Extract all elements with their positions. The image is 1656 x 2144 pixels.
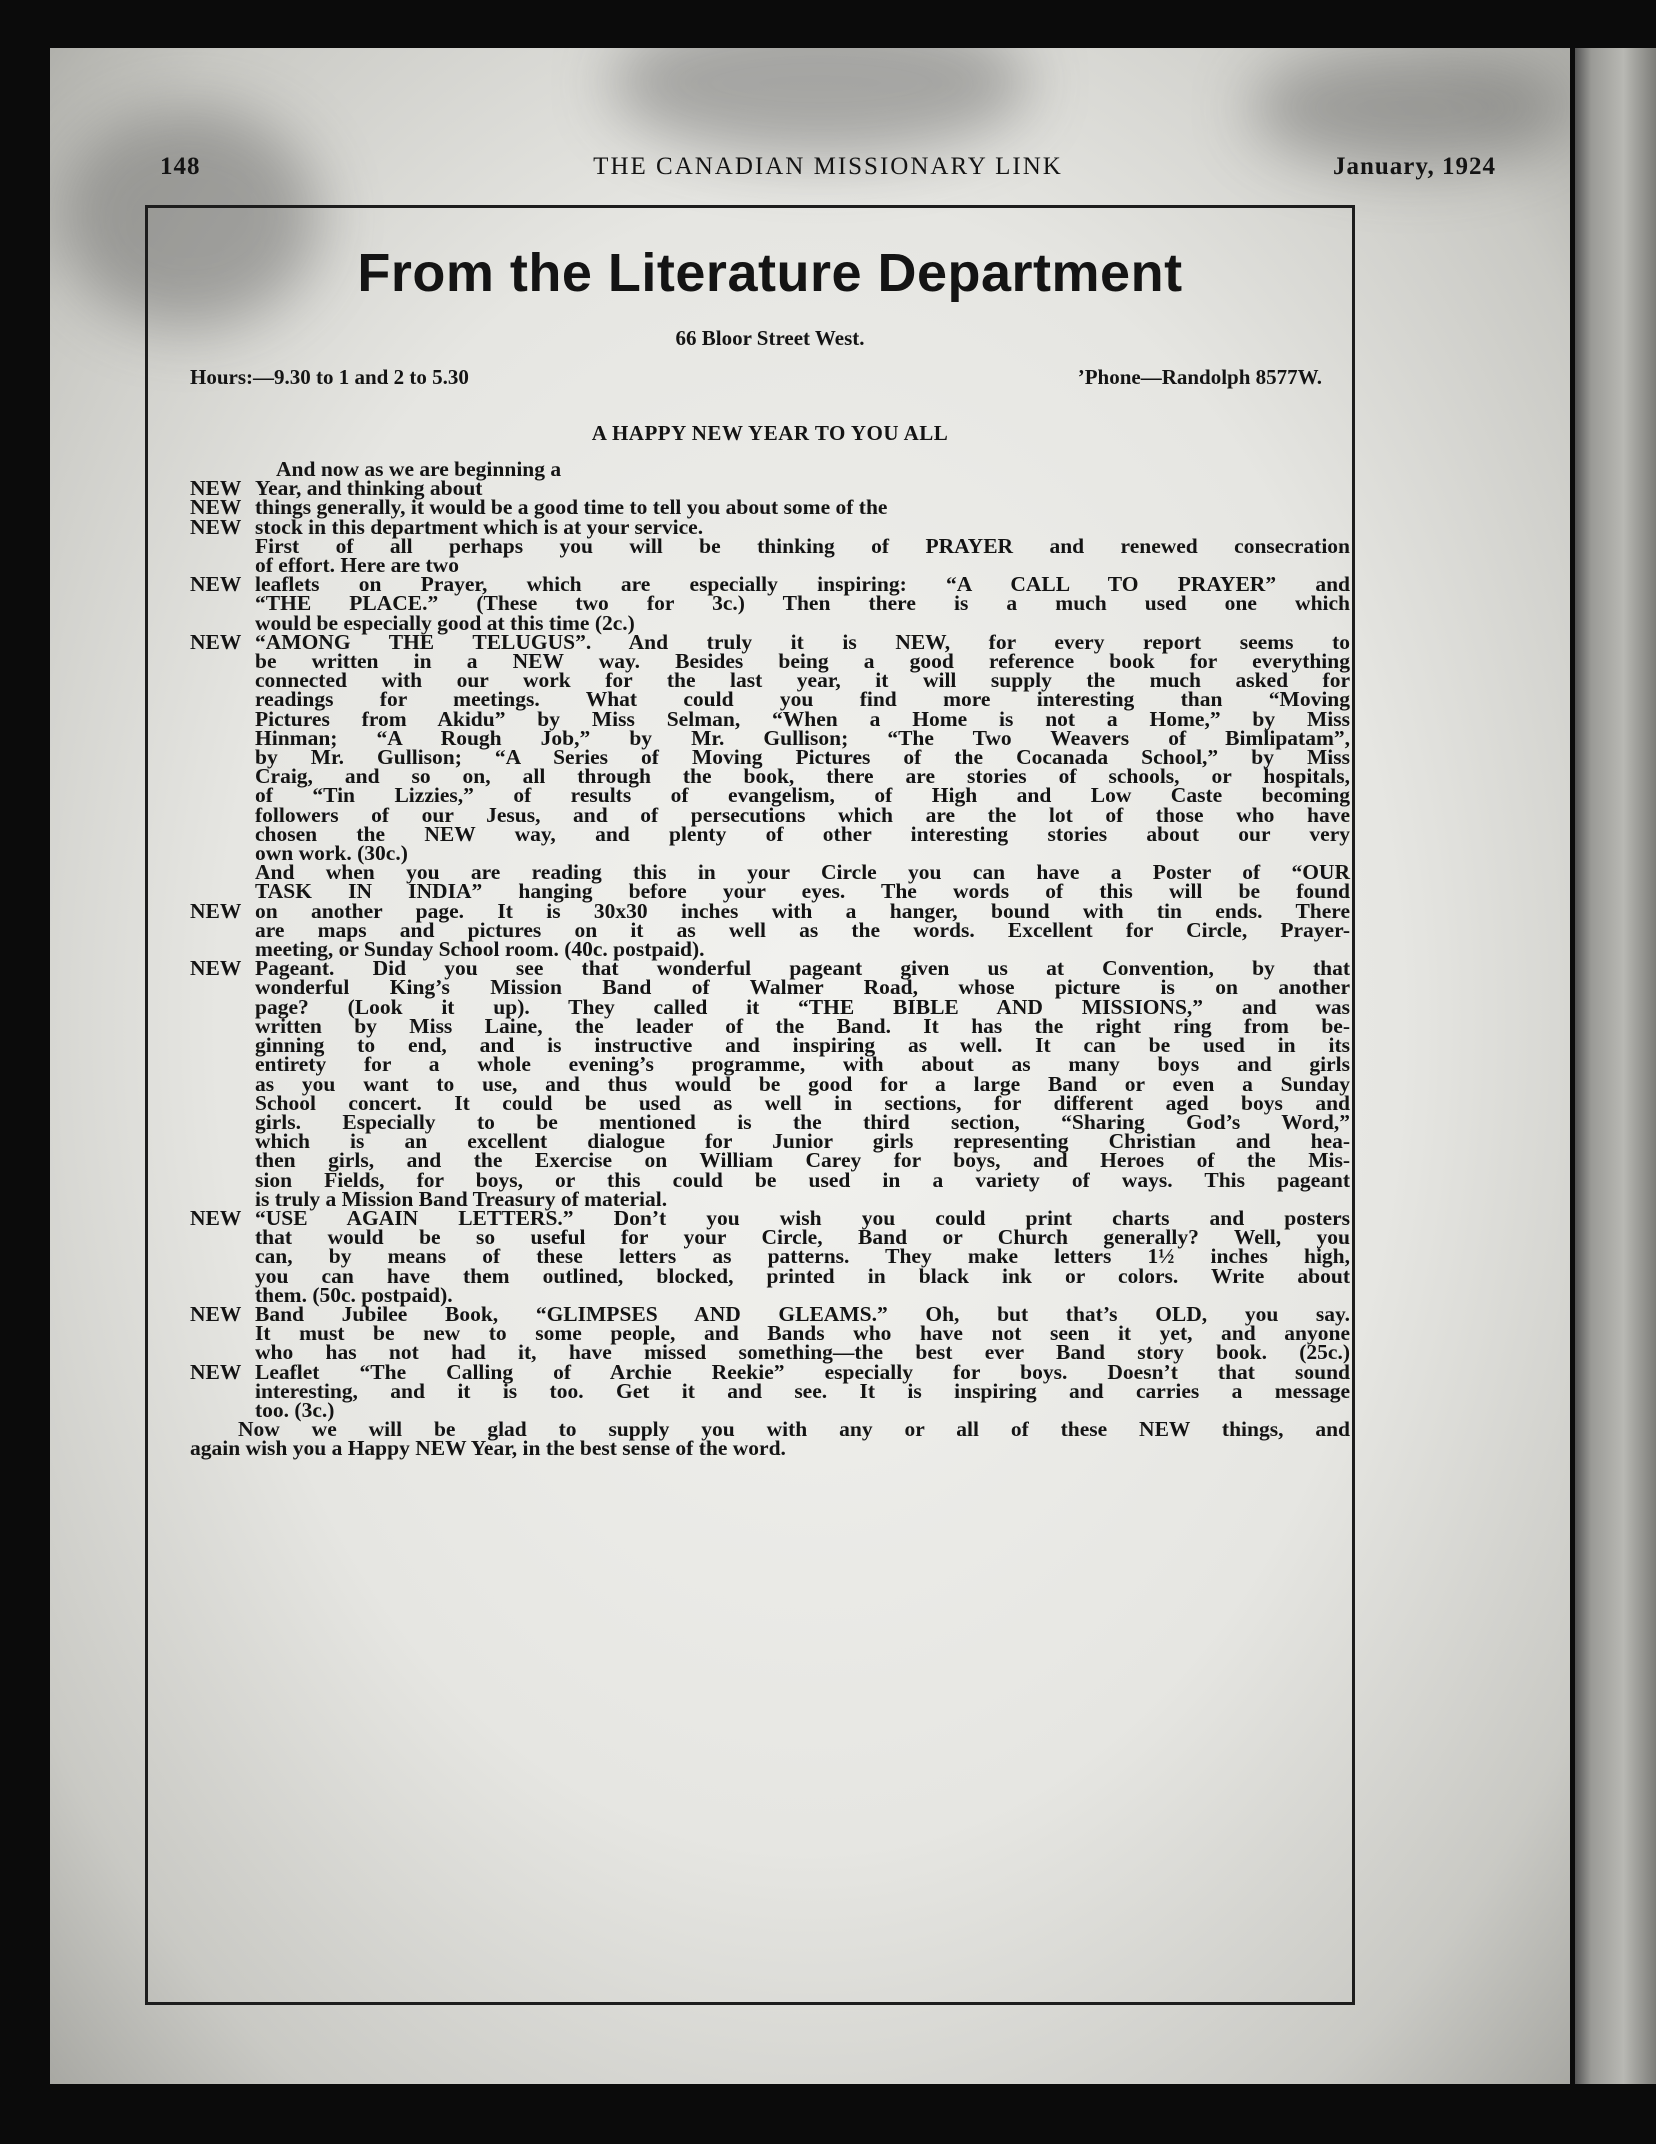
new-marker: NEW	[190, 1205, 242, 1230]
new-marker: NEW	[190, 956, 242, 981]
line-text: interesting, and it is too. Get it and see. It is inspiring and carries a message	[255, 1378, 1350, 1403]
line-text: Pageant. Did you see that wonderful pageant given us at Convention, by that	[255, 956, 1350, 981]
department-address: 66 Bloor Street West.	[675, 326, 865, 350]
line-text: “AMONG THE TELUGUS”. And truly it is NEW, for every report seems to	[255, 629, 1350, 654]
line-text: Band Jubilee Book, “GLIMPSES AND GLEAMS.” Oh, but that’s OLD, you say.	[255, 1301, 1350, 1326]
line-text: chosen the NEW way, and plenty of other interesting stories about our very	[255, 821, 1350, 846]
line-text: “THE PLACE.” (These two for 3c.) Then there is a much used one which	[255, 591, 1350, 616]
line-text: entirety for a whole evening’s programme, with about as many boys and girls	[255, 1052, 1350, 1077]
line-text: written by Miss Laine, the leader of the Band. It has the right ring from be-	[255, 1013, 1350, 1038]
line-text: Hinman; “A Rough Job,” by Mr. Gullison; “The Two Weavers of Bimlipatam”,	[255, 725, 1350, 750]
line-text: And when you are reading this in your Circle you can have a Poster of “OUR	[255, 860, 1350, 885]
new-marker: NEW	[190, 1359, 242, 1384]
text-line	[190, 1436, 1350, 1461]
line-text: girls. Especially to be mentioned is the third section, “Sharing God’s Word,”	[255, 1109, 1350, 1134]
line-text: And now as we are beginning a	[276, 457, 562, 481]
line-text: page? (Look it up). They called it “THE BIBLE AND MISSIONS,” and was	[255, 994, 1350, 1019]
line-text: Craig, and so on, all through the book, there are stories of schools, or hospitals,	[255, 764, 1350, 789]
line-text: Leaflet “The Calling of Archie Reekie” especially for boys. Doesn’t that sound	[255, 1359, 1350, 1384]
line-text: is truly a Mission Band Treasury of material.	[255, 1186, 668, 1211]
line-text: School concert. It could be used as well in sections, for different aged boys and	[255, 1090, 1350, 1115]
line-text: meeting, or Sunday School room. (40c. postpaid).	[255, 937, 705, 962]
line-text: be written in a NEW way. Besides being a good reference book for everything	[255, 649, 1350, 674]
line-text: wonderful King’s Mission Band of Walmer Road, whose picture is on another	[255, 975, 1350, 1000]
line-text: Pictures from Akidu” by Miss Selman, “When a Home is not a Home,” by Miss	[255, 706, 1350, 731]
new-marker: NEW	[190, 572, 242, 597]
line-text: stock in this department which is at your service.	[255, 514, 704, 539]
line-text: again wish you a Happy NEW Year, in the best sense of the word.	[190, 1436, 786, 1461]
line-text: too. (3c.)	[255, 1397, 335, 1422]
line-text: readings for meetings. What could you find more interesting than “Moving	[255, 687, 1350, 712]
new-marker: NEW	[190, 476, 242, 501]
running-header	[160, 153, 1496, 189]
article-title: From the Literature Department	[357, 243, 1183, 303]
line-text: then girls, and the Exercise on William Carey for boys, and Heroes of the Mis-	[255, 1148, 1350, 1173]
line-text: ginning to end, and is instructive and inspiring as well. It can be used in its	[255, 1033, 1350, 1058]
contact-row	[190, 365, 1350, 395]
line-text: sion Fields, for boys, or this could be used in a variety of ways. This pageant	[255, 1167, 1350, 1192]
line-text: on another page. It is 30x30 inches with a hanger, bound with tin ends. There	[255, 898, 1350, 923]
greeting-heading: A HAPPY NEW YEAR TO YOU ALL	[591, 421, 949, 445]
line-text: as you want to use, and thus would be good for a large Band or even a Sunday	[255, 1071, 1350, 1096]
line-text: connected with our work for the last year, it will supply the much asked for	[255, 668, 1350, 693]
new-marker: NEW	[190, 629, 242, 654]
line-text: can, by means of these letters as patterns. They make letters 1½ inches high,	[255, 1244, 1350, 1269]
line-text: things generally, it would be a good time to tell you about some of the	[255, 495, 888, 520]
page-stain	[1250, 48, 1570, 168]
line-text: of “Tin Lizzies,” of results of evangelism, of High and Low Caste becoming	[255, 783, 1350, 808]
new-marker: NEW	[190, 898, 242, 923]
line-text: own work. (30c.)	[255, 841, 408, 866]
new-marker: NEW	[190, 514, 242, 539]
article-body	[190, 457, 1350, 1461]
line-text: Now we will be glad to supply you with any or all of these NEW things, and	[238, 1417, 1350, 1442]
line-text: who has not had it, have missed something—the best ever Band story book. (25c.)	[255, 1340, 1350, 1365]
new-marker: NEW	[190, 1301, 242, 1326]
issue-date: January, 1924	[1332, 153, 1496, 180]
office-hours: Hours:—9.30 to 1 and 2 to 5.30	[190, 365, 469, 389]
line-text: that would be so useful for your Circle, Band or Church generally? Well, you	[255, 1225, 1350, 1250]
line-text: TASK IN INDIA” hanging before your eyes. The words of this will be found	[255, 879, 1350, 904]
publication-title: THE CANADIAN MISSIONARY LINK	[593, 153, 1063, 180]
line-text: followers of our Jesus, and of persecutions which are the lot of those who have	[255, 802, 1350, 827]
line-text: It must be new to some people, and Bands who have not seen it yet, and anyone	[255, 1321, 1350, 1346]
line-text: Year, and thinking about	[255, 476, 483, 501]
phone-number: ’Phone—Randolph 8577W.	[1077, 365, 1322, 389]
text-line	[190, 1378, 1350, 1403]
line-text: leaflets on Prayer, which are especially inspiring: “A CALL TO PRAYER” and	[255, 572, 1350, 597]
line-text: are maps and pictures on it as well as the words. Excellent for Circle, Prayer-	[255, 917, 1350, 942]
line-text: would be especially good at this time (2c.)	[255, 610, 635, 635]
article	[190, 222, 1350, 1459]
line-text: you can have them outlined, blocked, printed in black ink or colors. Write about	[255, 1263, 1350, 1288]
facing-page-edge	[1575, 48, 1656, 2084]
line-text: by Mr. Gullison; “A Series of Moving Pictures of the Cocanada School,” by Miss	[255, 745, 1350, 770]
new-marker: NEW	[190, 495, 242, 520]
page-stain	[610, 48, 1030, 158]
line-text: First of all perhaps you will be thinking of PRAYER and renewed consecration	[255, 533, 1350, 558]
page-number: 148	[160, 153, 201, 180]
line-text: which is an excellent dialogue for Junior girls representing Christian and hea-	[255, 1129, 1350, 1154]
line-text: of effort. Here are two	[255, 553, 459, 578]
line-text: them. (50c. postpaid).	[255, 1282, 453, 1307]
line-text: “USE AGAIN LETTERS.” Don’t you wish you could print charts and posters	[255, 1205, 1350, 1230]
